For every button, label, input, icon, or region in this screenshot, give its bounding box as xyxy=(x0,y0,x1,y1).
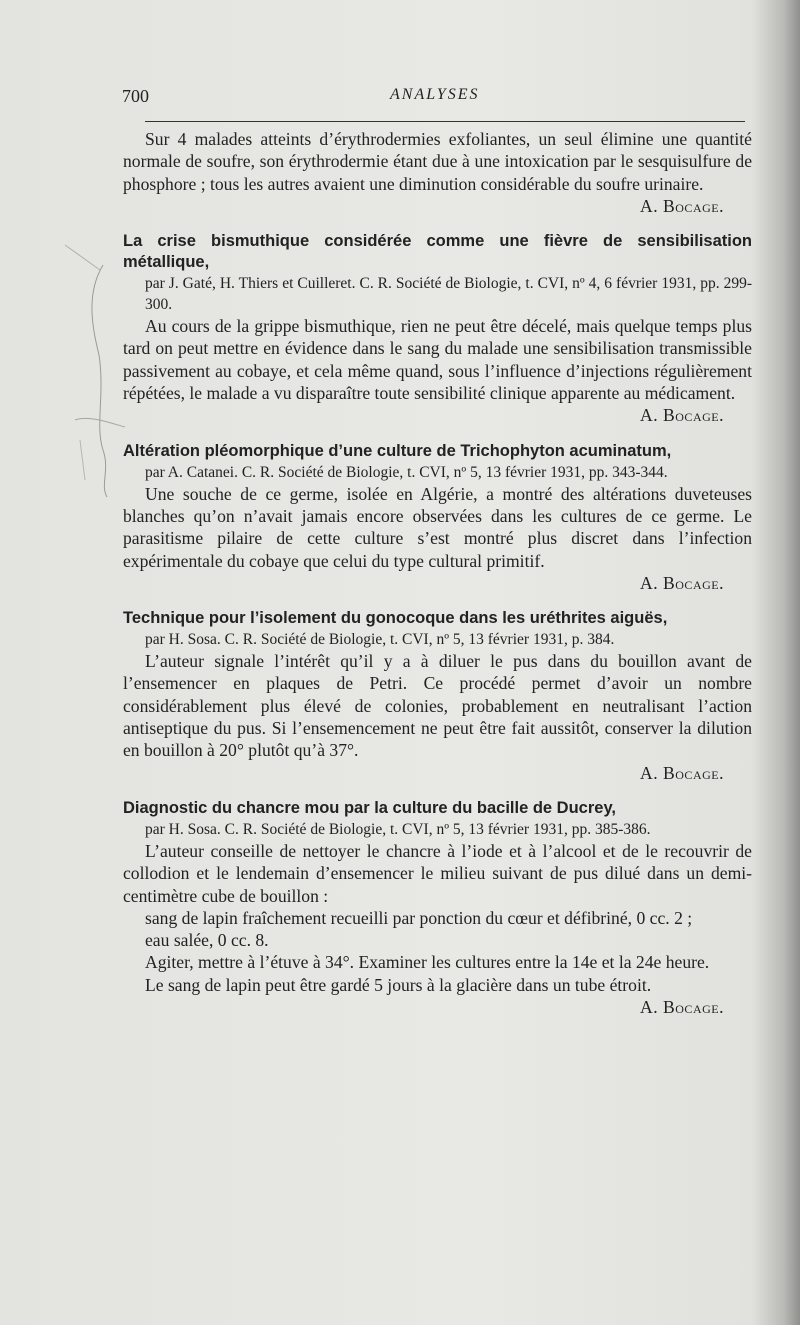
entry-title: Technique pour l’isolement du gonocoque dans les uréthrites aiguës, xyxy=(123,609,668,628)
header-rule xyxy=(145,121,745,122)
entry-list-item: eau salée, 0 cc. 8. xyxy=(145,930,269,951)
entry-signature: A. Bocage. xyxy=(640,762,724,783)
entry-paragraph: Agiter, mettre à l’étuve à 34°. Examiner les cultures entre la 14e et la 24e heure. xyxy=(145,952,710,973)
entry-reference: par H. Sosa. C. R. Société de Biologie, t. CVI, nº 5, 13 février 1931, pp. 385-386. xyxy=(145,820,651,838)
entry-paragraph: Le sang de lapin peut être gardé 5 jours à la glacière dans un tube étroit. xyxy=(145,974,652,995)
running-title: ANALYSES xyxy=(390,86,480,103)
intro-abstract xyxy=(123,128,752,217)
entry-signature: A. Bocage. xyxy=(640,997,724,1018)
entry-reference: par A. Catanei. C. R. Société de Biologie, t. CVI, nº 5, 13 février 1931, pp. 343-344. xyxy=(145,463,668,481)
main-content xyxy=(123,128,752,1018)
abstract-entry-chancre xyxy=(123,798,752,1018)
intro-signature: A. Bocage. xyxy=(640,195,724,216)
entry-body: L’auteur signale l’intérêt qu’il y a à diluer le pus dans du bouillon avant de l’ensemencer en plaques de Petri. Ce procédé permet d’avoir un nombre considérablement plus élevé de colonies, probablement en neutralisant l’action antiseptique du pus. Si l’ensemencement ne peut être fait aussitôt, conserver la dilution en bouillon à 20° plutôt qu’à 37°. xyxy=(123,651,752,761)
entry-body: Au cours de la grippe bismuthique, rien ne peut être décelé, mais quelque temps plus tard on peut mettre en évidence dans le sang du malade une sensibilisation transmissible passivement au cobaye, et cela même quand, sous l’influence d’injections régulièrement répétées, le malade a vu disparaître toute sensibilité clinique apparente au médicament. xyxy=(123,316,752,404)
entry-body: Une souche de ce germe, isolée en Algérie, a montré des altérations duveteuses blanches qu’on n’avait jamais encore observées dans les cultures de ce germe. Le parasitisme pilaire de cette culture s’est montré plus discret dans l’infection expérimentale du cobaye que celui du type cultural primitif. xyxy=(123,483,752,571)
entry-signature: A. Bocage. xyxy=(640,572,724,593)
pencil-margin-marks xyxy=(55,235,130,500)
abstract-entry-gonocoque xyxy=(123,608,752,784)
entry-body: L’auteur conseille de nettoyer le chancre à l’iode et à l’alcool et de le recouvrir de collodion et le lendemain d’ensemencer le milieu suivant de pus dilué dans un demi-centimètre cube de bouillon : xyxy=(123,840,752,906)
entry-list-item: sang de lapin fraîchement recueilli par ponction du cœur et défibriné, 0 cc. 2 ; xyxy=(145,907,693,928)
entry-title: La crise bismuthique considérée comme une fièvre de sensibilisation métallique, xyxy=(123,232,752,272)
page-number: 700 xyxy=(122,86,149,106)
entry-title: Diagnostic du chancre mou par la culture du bacille de Ducrey, xyxy=(123,798,616,817)
entry-title: Altération pléomorphique d’une culture de Trichophyton acuminatum, xyxy=(123,441,672,460)
intro-text: Sur 4 malades atteints d’érythrodermies exfoliantes, un seul élimine une quantité normale de soufre, son érythrodermie étant due à une intoxication par le sesquisulfure de phosphore ; tous les autres avaient une diminution considérable du soufre urinaire. xyxy=(123,129,752,194)
entry-reference: par J. Gaté, H. Thiers et Cuilleret. C. R. Société de Biologie, t. CVI, nº 4, 6 février 1931, pp. 299-300. xyxy=(145,275,752,314)
abstract-entry-bismuth xyxy=(123,231,752,426)
abstract-entry-trichophyton xyxy=(123,441,752,594)
page-header xyxy=(122,86,752,110)
entry-reference: par H. Sosa. C. R. Société de Biologie, t. CVI, nº 5, 13 février 1931, p. 384. xyxy=(145,631,615,649)
entry-signature: A. Bocage. xyxy=(640,405,724,426)
